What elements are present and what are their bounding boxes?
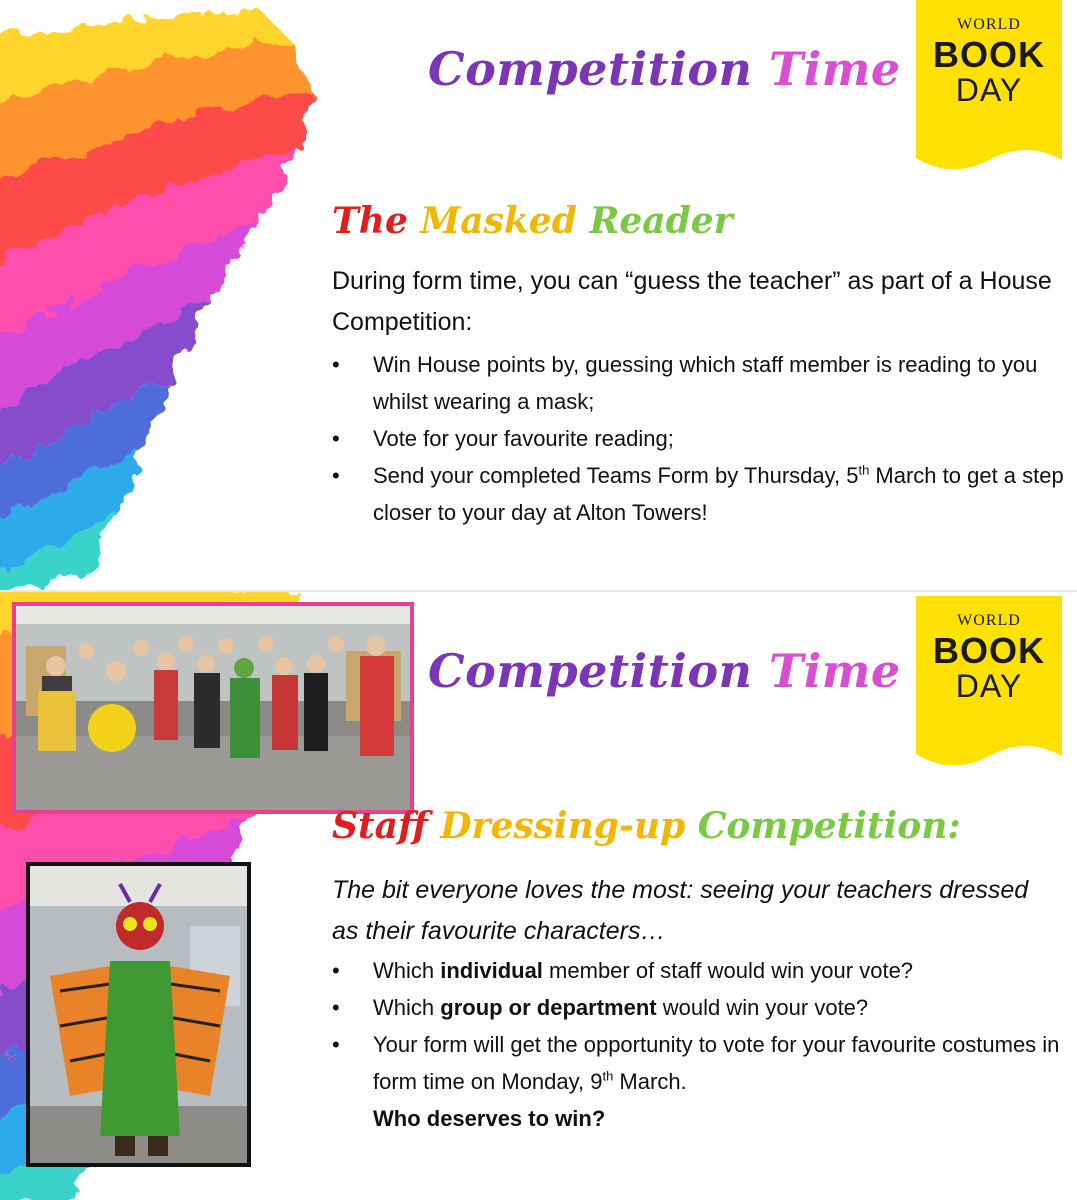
heading-word-2: Dressing-up	[440, 805, 686, 847]
title-word-time: Time	[768, 42, 901, 96]
staff-dressing-up-bullets	[332, 952, 1067, 1137]
logo-text-book: BOOK	[933, 34, 1045, 75]
list-item: • Vote for your favourite reading;	[332, 420, 1067, 457]
closing-question: Who deserves to win?	[373, 1106, 606, 1131]
logo-text-day: DAY	[955, 72, 1023, 108]
list-item: • Win House points by, guessing which staff member is reading to you whilst wearing a mask;	[332, 346, 1067, 420]
heading-word-1: Staff	[332, 805, 428, 847]
world-book-day-logo	[916, 596, 1062, 774]
logo-text-world: WORLD	[957, 16, 1021, 33]
masked-reader-intro: During form time, you can “guess the teacher” as part of a House Competition:	[332, 267, 1052, 336]
title-word-competition: Competition	[428, 42, 753, 96]
list-item: • Send your completed Teams Form by Thursday, 5th March to get a step closer to your day at Alton Towers!	[332, 457, 1067, 531]
logo-text-world: WORLD	[957, 612, 1021, 629]
logo-text-book: BOOK	[933, 630, 1045, 671]
heading-word-3: Reader	[589, 200, 733, 242]
title-word-competition: Competition	[428, 644, 753, 698]
world-book-day-logo	[916, 0, 1062, 178]
competition-time-title	[428, 42, 901, 96]
heading-word-3: Competition:	[697, 805, 961, 847]
staff-dressing-up-intro: The bit everyone loves the most: seeing your teachers dressed as their favourite characters…	[332, 876, 1029, 945]
masked-reader-bullets	[332, 346, 1067, 531]
title-word-time: Time	[768, 644, 901, 698]
heading-word-1: The	[332, 200, 408, 242]
list-item: • Which group or department would win your vote?	[332, 989, 1067, 1026]
logo-text-day: DAY	[955, 668, 1023, 704]
slide-staff-dressing-up	[0, 590, 1077, 1200]
heading-word-2: Masked	[420, 200, 577, 242]
caterpillar-costume-photo	[26, 862, 251, 1167]
list-item: • Your form will get the opportunity to vote for your favourite costumes in form time on Monday, 9th March. Who deserves to win?	[332, 1026, 1067, 1137]
list-item: • Which individual member of staff would win your vote?	[332, 952, 1067, 989]
staff-dressing-up-heading	[332, 805, 961, 847]
rainbow-paint-strokes	[0, 0, 340, 590]
slide-masked-reader	[0, 0, 1077, 590]
staff-group-photo	[12, 602, 414, 814]
masked-reader-heading	[332, 200, 733, 242]
competition-time-title	[428, 644, 901, 698]
